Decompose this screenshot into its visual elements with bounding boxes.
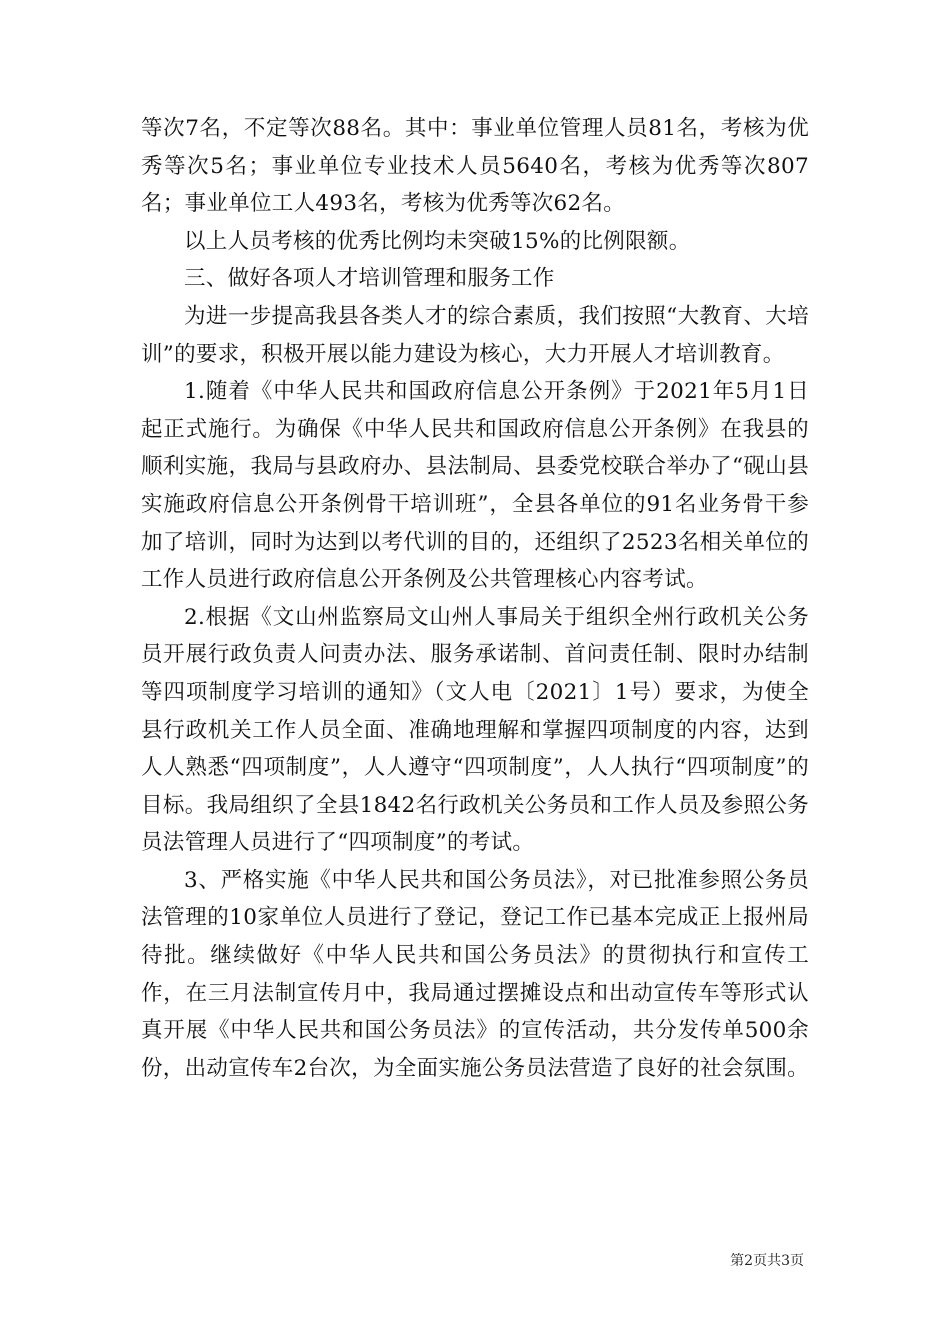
section-heading: 三、做好各项人才培训管理和服务工作 xyxy=(184,266,555,292)
paragraph-7: 3、严格实施《中华人民共和国公务员法》，对已批准参照公务员法管理的10家单位人员进行了登记，登记工作已基本完成正上报州局待批。继续做好《中华人民共和国公务员法》的贯彻执行和宣传工作，在三月法制宣传月中，我局通过摆摊设点和出动宣传车等形式认真开展《中华人民共和国公务员法》的宣传活动，共分发传单500余份，出动宣传车2台次，为全面实施公务员法营造了良好的社会氛围。 xyxy=(141,867,809,1081)
paragraph-5: 1.随着《中华人民共和国政府信息公开条例》于2021年5月1日起正式施行。为确保《中华人民共和国政府信息公开条例》在我县的顺利实施，我局与县政府办、县法制局、县委党校联合举办了“砚山县实施政府信息公开条例骨干培训班”，全县各单位的91名业务骨干参加了培训，同时为达到以考代训的目的，还组织了2523名相关单位的工作人员进行政府信息公开条例及公共管理核心内容考试。 xyxy=(141,379,809,593)
paragraph-2: 以上人员考核的优秀比例均未突破15%的比例限额。 xyxy=(184,228,691,254)
page-number: 第2页共3页 xyxy=(730,1253,804,1269)
paragraph-1: 等次7名，不定等次88名。其中：事业单位管理人员81名，考核为优秀等次5名；事业单位专业技术人员5640名，考核为优秀等次807名；事业单位工人493名，考核为优秀等次62名。 xyxy=(141,116,809,217)
document-body xyxy=(141,110,809,1087)
paragraph-6: 2.根据《文山州监察局文山州人事局关于组织全州行政机关公务员开展行政负责人问责办法、服务承诺制、首问责任制、限时办结制等四项制度学习培训的通知》（文人电〔2021〕1号）要求，为使全县行政机关工作人员全面、准确地理解和掌握四项制度的内容，达到人人熟悉“四项制度”，人人遵守“四项制度”，人人执行“四项制度”的目标。我局组织了全县1842名行政机关公务员和工作人员及参照公务员法管理人员进行了“四项制度”的考试。 xyxy=(141,604,809,856)
paragraph-4: 为进一步提高我县各类人才的综合素质，我们按照“大教育、大培训”的要求，积极开展以能力建设为核心，大力开展人才培训教育。 xyxy=(141,303,809,367)
